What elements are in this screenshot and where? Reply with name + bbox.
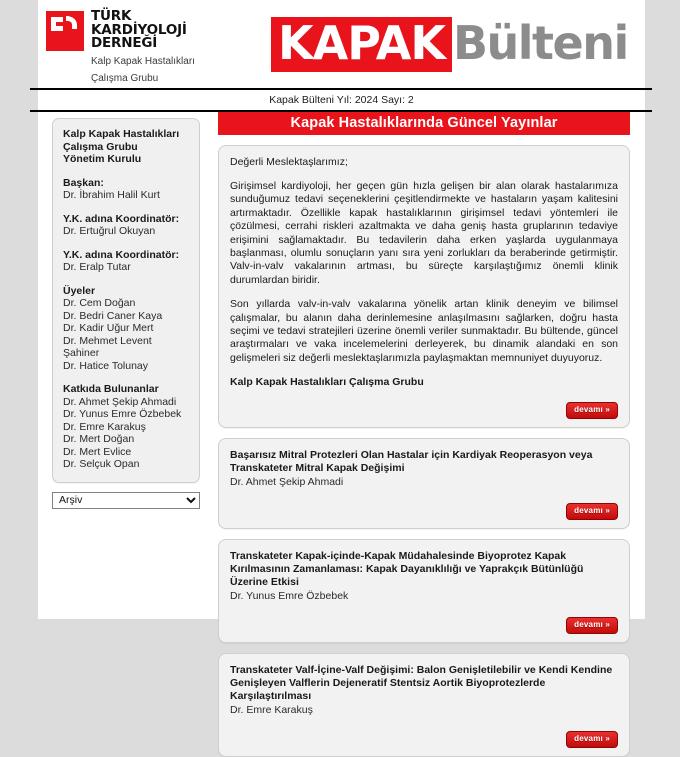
board-member-name: Dr. Cem Doğan <box>63 297 136 309</box>
board-member-name: Dr. İbrahim Halil Kurt <box>63 189 160 201</box>
main-column <box>218 112 630 757</box>
board-member-name: Dr. Mehmet Levent Şahiner <box>63 334 152 359</box>
board-member-name: Dr. Ertuğrul Okuyan <box>63 225 156 237</box>
read-more-row <box>230 731 618 748</box>
article-title: Başarısız Mitral Protezleri Olan Hastalar için Kardiyak Reoperasyon veya Transkateter Mitral Kapak Değişimi <box>230 449 593 475</box>
board-heading-line-1: Kalp Kapak Hastalıkları <box>63 128 180 140</box>
board-group-uyeler <box>63 285 189 373</box>
board-group-label: Başkan: <box>63 176 104 189</box>
board-member-name: Dr. Kadir Uğur Mert <box>63 322 154 334</box>
board-member-name: Dr. Mert Doğan <box>63 433 135 445</box>
article-author: Dr. Emre Karakuş <box>230 704 313 717</box>
board-member-name: Dr. Mert Evlice <box>63 445 132 458</box>
board-heading-line-2: Çalışma Grubu <box>63 140 138 153</box>
issue-bar: Kapak Bülteni Yıl: 2024 Sayı: 2 <box>38 90 645 110</box>
board-group-label: Y.K. adına Koordinatör: <box>63 212 180 225</box>
board-member-name: Dr. Emre Karakuş <box>63 420 146 433</box>
article-title: Transkateter Kapak-içinde-Kapak Müdahalesinde Biyoprotez Kapak Kırılmasının Zamanlaması: Kapak Dayanıklılığı ve Yaprakçık Bütünlüğü Üzerine Etkisi <box>230 550 584 589</box>
board-member-name: Dr. Eralp Tutar <box>63 261 131 273</box>
editorial-greeting: Değerli Meslektaşlarımız; <box>230 156 348 168</box>
board-card <box>52 118 200 483</box>
board-group-label: Katkıda Bulunanlar <box>63 383 159 395</box>
board-member-name: Dr. Ahmet Şekip Ahmadi <box>63 395 177 408</box>
board-group-koordinator-1 <box>63 213 189 238</box>
editorial-card <box>218 145 630 428</box>
page-title: Kapak Hastalıklarında Güncel Yayınlar <box>218 112 630 135</box>
read-more-row <box>230 503 618 520</box>
bulletin-logo <box>271 17 628 72</box>
board-member-name: Dr. Yunus Emre Özbebek <box>63 408 182 420</box>
heart-valve-icon <box>46 11 84 51</box>
read-more-button[interactable]: devamı » <box>566 402 618 419</box>
editorial-paragraph: Son yıllarda valv-in-valv vakalarına yönelik artan klinik deneyim ve bilimsel çalışmalar, bu alanın daha derinlemesine anlaşılmasını sağlarken, doğru hasta seçimi ve tedavi stratejileri üzerine önemli veriler sunmaktadır. Bu bültende, güncel araştırmaları ve vaka incelemelerini derleyerek, bu dinamik alandaki en son gelişmeleri siz değerli meslektaşlarımızla paylaşmaktan memnuniyet duyuyoruz. <box>230 298 618 364</box>
board-member-name: Dr. Hatice Tolunay <box>63 359 149 372</box>
organization-name-block <box>91 9 195 85</box>
organization-brand <box>38 3 243 85</box>
article-card <box>218 653 630 757</box>
read-more-row <box>230 402 618 419</box>
bulletin-logo-kapak: KAPAK <box>271 17 452 72</box>
org-title-line-2: KARDİYOLOJİ <box>91 21 187 38</box>
read-more-button[interactable]: devamı » <box>566 503 618 520</box>
board-group-katkida-bulunanlar <box>63 383 189 471</box>
sidebar <box>52 118 200 509</box>
org-subtitle-line-1: Kalp Kapak Hastalıkları <box>91 55 195 67</box>
body-region <box>38 112 645 744</box>
board-group-baskan <box>63 177 189 202</box>
board-group-label: Üyeler <box>63 284 96 297</box>
bulletin-logo-bulteni: Bülteni <box>452 15 628 70</box>
article-title: Transkateter Valf-İçine-Valf Değişimi: Balon Genişletilebilir ve Kendi Kendine Genişleyen Valflerin Dejeneratif Stentsiz Aortik Biyoprotezlerde Karşılaştırılması <box>230 664 613 703</box>
org-subtitle-line-2: Çalışma Grubu <box>91 72 159 84</box>
article-card <box>218 539 630 643</box>
board-member-name: Dr. Bedri Caner Kaya <box>63 309 163 322</box>
read-more-button[interactable]: devamı » <box>566 617 618 634</box>
article-card <box>218 438 630 529</box>
board-heading-line-3: Yönetim Kurulu <box>63 153 142 165</box>
archive-select[interactable] <box>52 492 200 509</box>
board-group-label: Y.K. adına Koordinatör: <box>63 248 180 261</box>
editorial-paragraph: Girişimsel kardiyoloji, her geçen gün hızla gelişen bir alan olarak hastalarımıza sunduğumuz tedavi seçeneklerini çeşitlendirmekte ve hastaların yaşam kalitesini artırmaktadır. Özellikle kapak hastalıklarının girişimsel tedavi yöntemleri ile çözülmesi, cerrahi riskleri azaltmakta ve daha geniş hasta gruplarının tedaviye erişimini sağlamaktadır. Bu tedavilerin daha erken yaşlarda uygulanmaya başlanması, olumlu sonuçların yanı sıra yeni zorlukları da beraberinde getirmiştir. Valv-in-valv vakalarının artması, bu süreçte karşılaştığımız önemli klinik durumlardan biridir. <box>230 180 618 286</box>
editorial-signoff: Kalp Kapak Hastalıkları Çalışma Grubu <box>230 376 424 389</box>
read-more-button[interactable]: devamı » <box>566 731 618 748</box>
masthead <box>38 0 645 88</box>
board-member-name: Dr. Selçuk Opan <box>63 458 140 470</box>
org-title-line-1: TÜRK <box>91 8 132 25</box>
org-title-line-3: DERNEĞİ <box>91 35 158 52</box>
board-group-koordinator-2 <box>63 249 189 274</box>
article-author: Dr. Yunus Emre Özbebek <box>230 590 349 603</box>
read-more-row <box>230 617 618 634</box>
article-author: Dr. Ahmet Şekip Ahmadi <box>230 476 344 489</box>
